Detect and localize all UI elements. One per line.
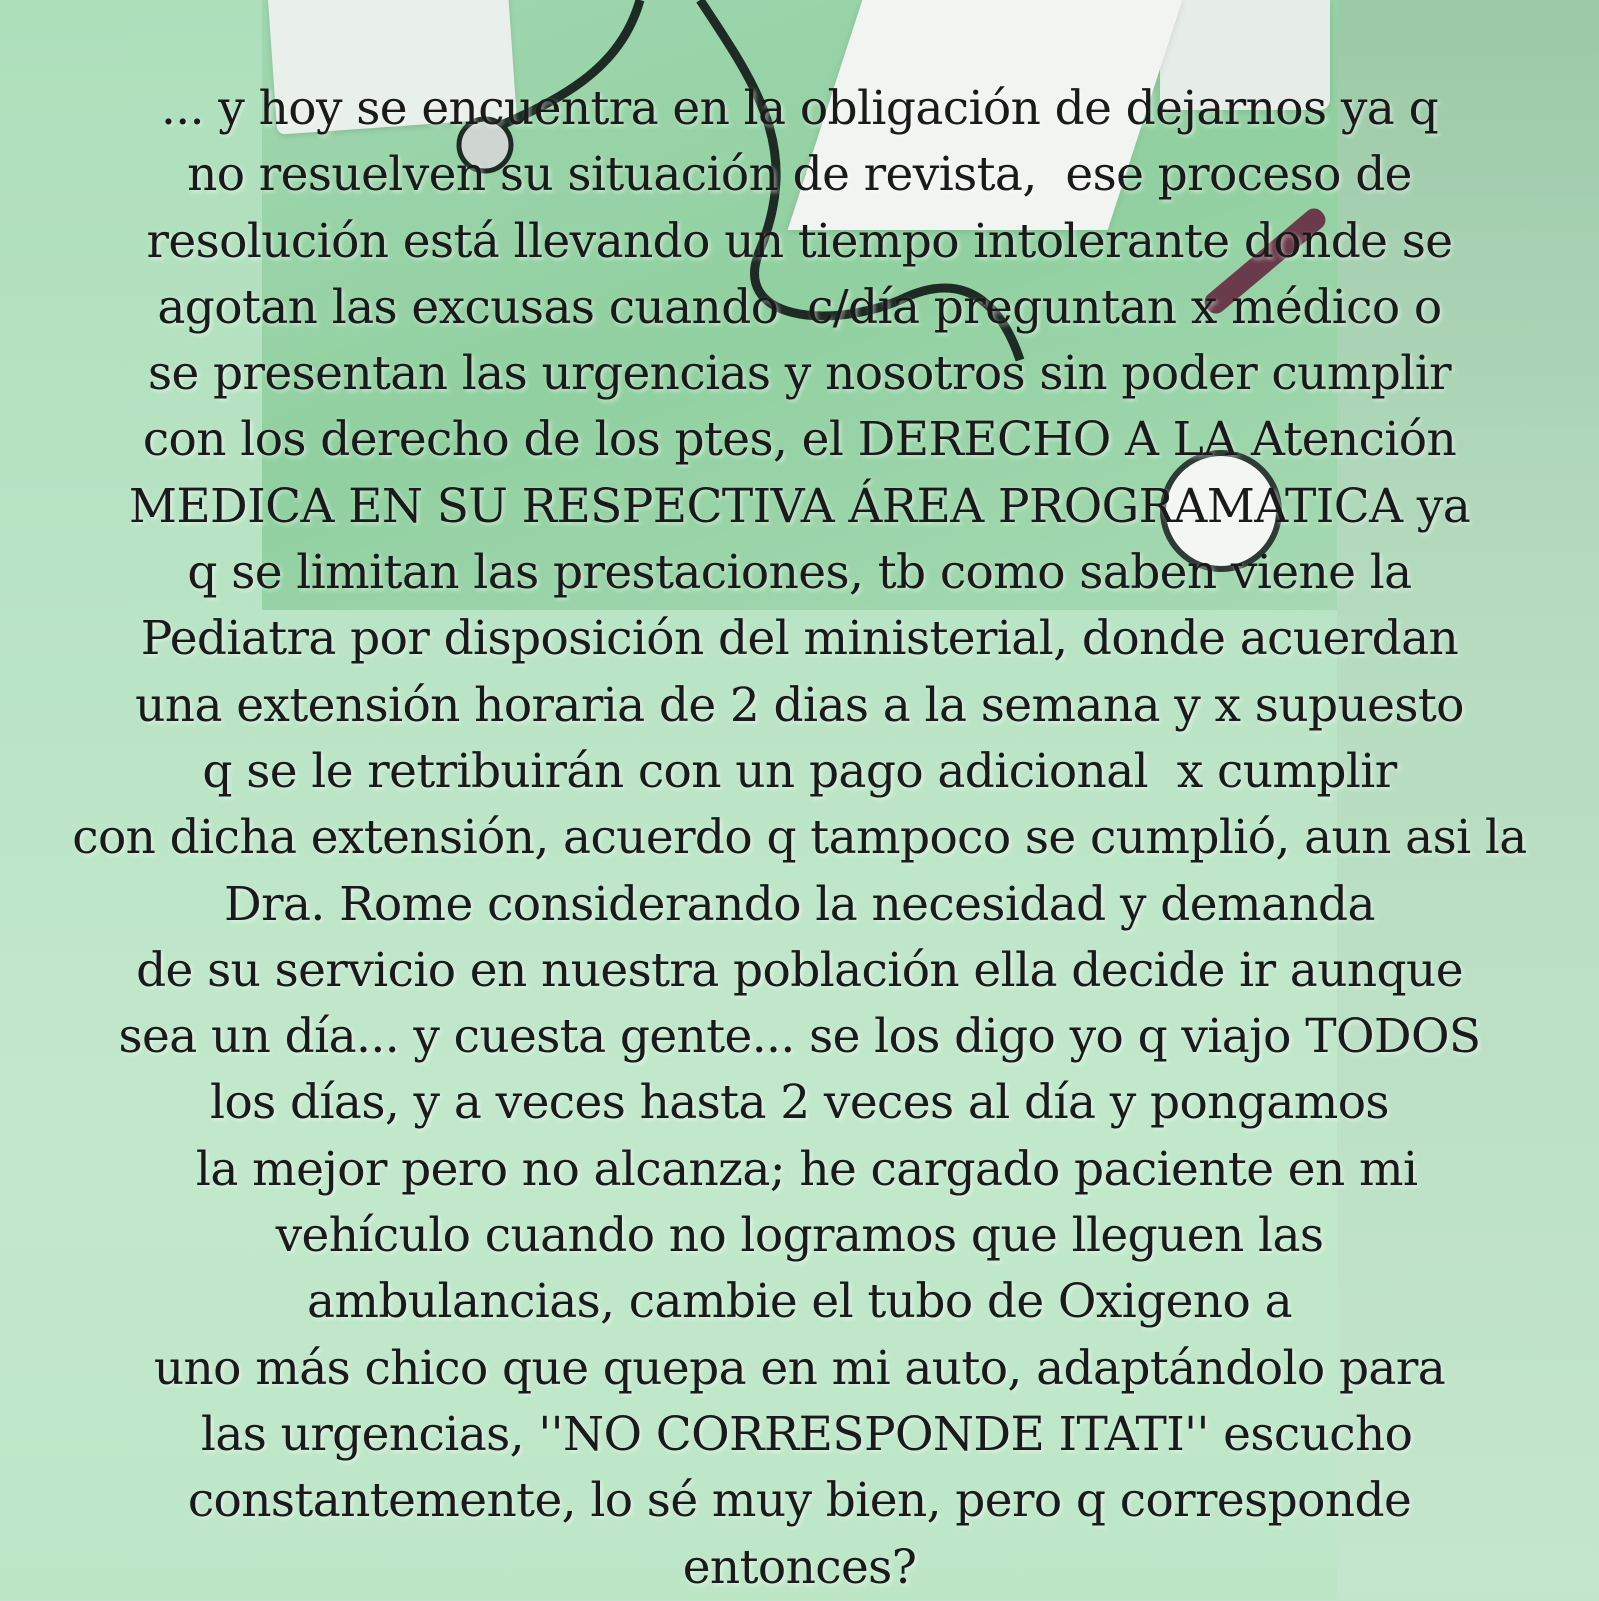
text-line: q se le retribuirán con un pago adicional x cumplir — [202, 743, 1397, 799]
text-line: entonces? — [682, 1539, 917, 1595]
text-line: no resuelven su situación de revista, ese proceso de — [187, 147, 1412, 203]
text-line: Pediatra por disposición del ministerial, donde acuerdan — [140, 611, 1459, 667]
text-line: una extensión horaria de 2 dias a la semana y x supuesto — [135, 677, 1464, 733]
text-line: q se limitan las prestaciones, tb como saben viene la — [187, 545, 1412, 601]
text-line: las urgencias, ''NO CORRESPONDE ITATI'' escucho — [186, 1406, 1413, 1462]
text-line: la mejor pero no alcanza; he cargado paciente en mi — [181, 1141, 1418, 1197]
text-line: con los derecho de los ptes, el DERECHO A LA Atención — [142, 412, 1457, 468]
text-line: se presentan las urgencias y nosotros sin poder cumplir — [147, 346, 1452, 402]
text-line: con dicha extensión, acuerdo q tampoco se cumplió, aun asi la — [72, 810, 1527, 866]
text-line: sea un día... y cuesta gente... se los digo yo q viajo TODOS — [118, 1009, 1481, 1065]
text-line: Dra. Rome considerando la necesidad y demanda — [224, 876, 1375, 932]
text-line: resolución está llevando un tiempo intolerante donde se — [146, 213, 1453, 269]
text-line: ... y hoy se encuentra en la obligación de dejarnos ya q — [160, 81, 1439, 136]
text-line: uno más chico que quepa en mi auto, adaptándolo para — [153, 1340, 1446, 1396]
text-line: vehículo cuando no logramos que lleguen las — [275, 1208, 1324, 1264]
text-line: agotan las excusas cuando c/día preguntan x médico o — [157, 279, 1442, 335]
text-line: los días, y a veces hasta 2 veces al día y pongamos — [210, 1075, 1389, 1131]
text-line: de su servicio en nuestra población ella decide ir aunque — [136, 942, 1463, 998]
main-text — [0, 76, 1599, 1601]
text-line: MEDICA EN SU RESPECTIVA ÁREA PROGRAMATICA ya — [128, 478, 1471, 534]
text-line: constantemente, lo sé muy bien, pero q corresponde — [187, 1473, 1412, 1529]
text-line: ambulancias, cambie el tubo de Oxigeno a — [306, 1274, 1293, 1330]
